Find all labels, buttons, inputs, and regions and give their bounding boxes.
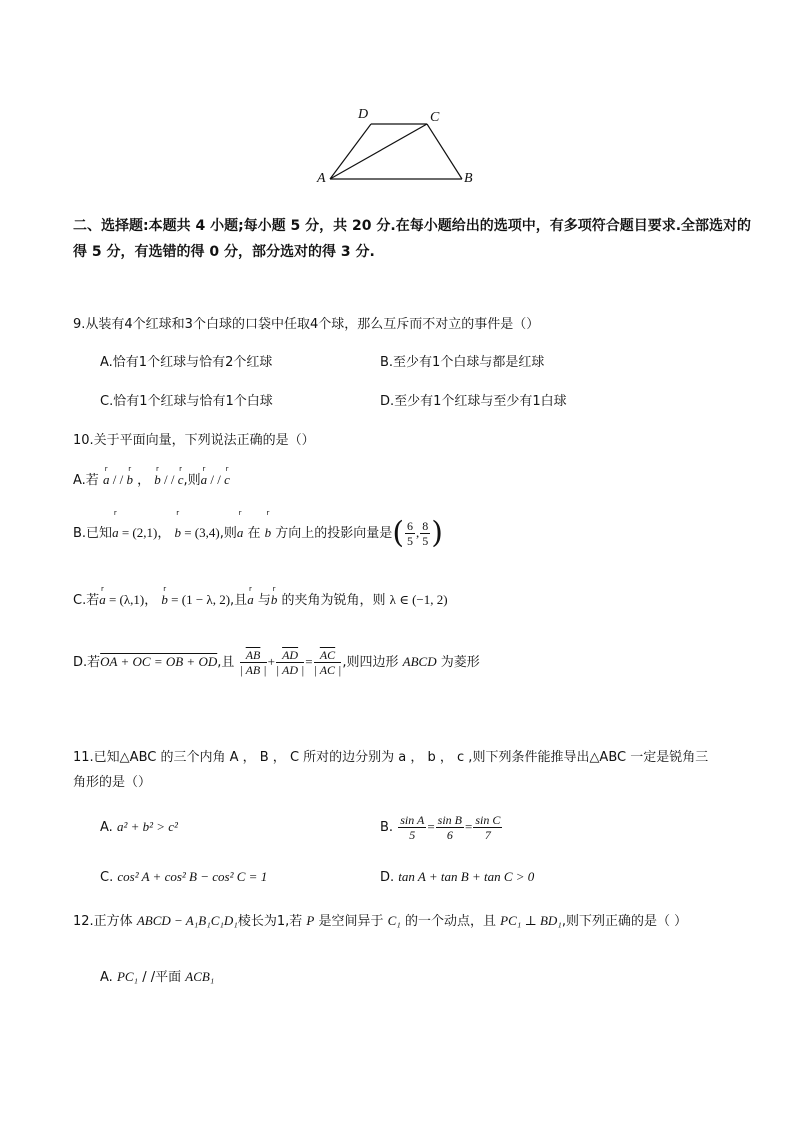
q10-c-condition: λ ∈ (−1, 2) (389, 592, 448, 607)
vector-a: r a (247, 585, 254, 607)
fraction-6-5: $\frac{6}{5}$ (407, 519, 414, 548)
fraction-sina-5: $\frac{\text{sin A}}{5}$ (400, 813, 425, 842)
edge-bc (427, 124, 462, 179)
q9-stem: 9.从装有4个红球和3个白球的口袋中任取4个球，那么互斥而不对立的事件是（） (73, 317, 540, 332)
q10-stem: 10.关于平面向量，下列说法正确的是（） (73, 433, 315, 448)
vector-b: r b (264, 509, 272, 540)
q12-mid2: 是空间异于 (318, 914, 384, 929)
q10-option-c (73, 585, 448, 609)
paren-open: ( (392, 515, 405, 551)
q12-cube: ABCD − A₁B₁C₁D₁ (136, 913, 238, 928)
q10-option-a: A.若 r a / / r b ， r b / / r c,则 r a / / r c (73, 465, 230, 488)
q10-b-b-value: = (3,4) (180, 525, 220, 540)
q10-c-prefix: C.若 (73, 593, 100, 608)
vertex-label-a: A (317, 171, 326, 186)
vector-b: r b (161, 585, 168, 607)
q10-d-mid: ,且 (217, 655, 235, 670)
vector-b: r b (126, 465, 133, 487)
vector-a: r a (236, 509, 244, 540)
q12-a-label: A. (100, 970, 113, 985)
q11-d-expr: tan A + tan B + tan C > 0 (398, 869, 535, 884)
q11-option-a (100, 819, 178, 836)
q10-b-mid2: 在 (247, 526, 261, 541)
q10-b-mid1: ,则 (219, 526, 237, 541)
vector-a: r a (99, 585, 106, 607)
q10-c-mid2: 与 (257, 593, 271, 608)
q12-end: ,则下列正确的是（ ） (561, 914, 688, 929)
q9-option-c: C.恰有1个红球与恰有1个白球 (100, 394, 273, 409)
q10-d-end: ,则四边形 (342, 655, 399, 670)
q11-option-c (100, 869, 267, 886)
q11-stem-line2: 角形的是（） (73, 775, 152, 790)
q12-c1: C₁ (387, 913, 401, 928)
q10-a-sep: ， (137, 473, 151, 488)
q10-a-prefix: A.若 (73, 473, 99, 488)
q11-c-label: C. (100, 870, 114, 885)
q12-stem (73, 913, 687, 930)
fraction-sinb-6: $\frac{\text{sin B}}{6}$ (437, 813, 463, 842)
q10-c-mid1: ,且 (230, 593, 248, 608)
section-heading-line2: 得 5 分，有选错的得 0 分，部分选对的得 3 分. (73, 244, 375, 260)
paren-close: ) (431, 515, 443, 551)
q12-a-plane: ACB₁ (185, 969, 215, 984)
q10-b-prefix: B.已知 (73, 526, 113, 541)
q10-option-b: B.已知 r a = (2,1)， r b = (3,4),则 r a 在 r b 方向上的投影向量是( $\frac{6}{5}$ , $\frac{8}{5}$ ) (73, 509, 443, 551)
q12-condition: PC₁ ⊥ BD₁ (500, 913, 562, 928)
q10-option-d: D.若OA + OC = OB + OD,且 $\frac{\overline{AB}}{| AB |}$ + $\frac{\overline{AD}}{| AD |}$ = $\frac{\overline{AC}}{| AC |}$ ,则四边形 ABCD 为菱形 (73, 648, 480, 677)
vertex-label-d: D (358, 107, 369, 122)
vector-a: r a (102, 465, 110, 487)
q10-a-then: ,则 (183, 473, 201, 488)
q9-option-b: B.至少有1个白球与都是红球 (380, 355, 545, 370)
q12-option-a (100, 969, 214, 986)
q10-d-prefix: D.若 (73, 655, 101, 670)
unit-vector-ac: $\frac{\overline{AC}}{| AC |}$ (313, 648, 342, 677)
q9-option-d: D.至少有1个红球与至少有1白球 (380, 394, 567, 409)
q12-a-mid: / /平面 (138, 970, 182, 985)
unit-vector-ab: $\frac{\overline{AB}}{| AB |}$ (239, 648, 267, 677)
q12-a-line: PC₁ (116, 969, 139, 984)
q11-d-label: D. (380, 870, 395, 885)
section-heading-line1: 二、选择题:本题共 4 小题;每小题 5 分，共 20 分.在每小题给出的选项中，有多项符合题目要求.全部选对的 (73, 218, 752, 234)
q10-d-shape: ABCD (402, 654, 437, 669)
q12-point-p: P (306, 913, 315, 928)
q11-a-label: A. (100, 820, 113, 835)
diagonal-ac (330, 124, 427, 179)
vector-c: r c (224, 465, 230, 487)
vector-b: r b (174, 509, 181, 540)
q11-b-label: B. (380, 820, 394, 835)
q12-mid3: 的一个动点，且 (404, 914, 496, 929)
q10-c-b-value: = (1 − λ, 2) (167, 592, 231, 607)
q12-prefix: 12.正方体 (73, 914, 133, 929)
vector-c: r c (177, 465, 184, 487)
q9-option-a: A.恰有1个红球与恰有2个红球 (100, 355, 273, 370)
q11-a-expr: a² + b² > c² (116, 819, 178, 834)
vertex-label-c: C (430, 110, 440, 125)
q10-c-mid3: 的夹角为锐角，则 (281, 593, 386, 608)
fraction-sinc-7: $\frac{\text{sin C}}{7}$ (475, 813, 501, 842)
q10-c-sep: ， (144, 593, 158, 608)
q10-d-vector-sum: OA + OC = OB + OD (100, 654, 218, 669)
fraction-8-5: $\frac{8}{5}$ (422, 519, 429, 548)
q10-b-mid3: 方向上的投影向量是 (275, 526, 393, 541)
q12-mid: 棱长为1,若 (237, 914, 303, 929)
edge-ad (330, 124, 371, 179)
q10-c-a-value: = (λ,1) (105, 592, 145, 607)
q10-b-a-value: = (2,1) (118, 525, 158, 540)
q10-d-tail: 为菱形 (440, 655, 480, 670)
unit-vector-ad: $\frac{\overline{AD}}{| AD |}$ (275, 648, 305, 677)
q11-option-d (380, 869, 534, 886)
vector-b: r b (154, 465, 161, 487)
q11-option-b: B. $\frac{\text{sin A}}{5}$ = $\frac{\text{sin B}}{6}$ = $\frac{\text{sin C}}{7}$ (380, 813, 501, 842)
q11-c-expr: cos² A + cos² B − cos² C = 1 (117, 869, 268, 884)
vector-a: r a (112, 509, 119, 540)
q10-b-sep: ， (157, 526, 171, 541)
q11-stem-line1: 11.已知△ABC 的三个内角 A ， B ， C 所对的边分别为 a ， b ， c ,则下列条件能推导出△ABC 一定是锐角三 (73, 750, 709, 765)
vector-a: r a (200, 465, 208, 487)
vector-b: r b (270, 585, 278, 607)
trapezoid-figure (310, 105, 480, 190)
vertex-label-b: B (464, 171, 473, 186)
